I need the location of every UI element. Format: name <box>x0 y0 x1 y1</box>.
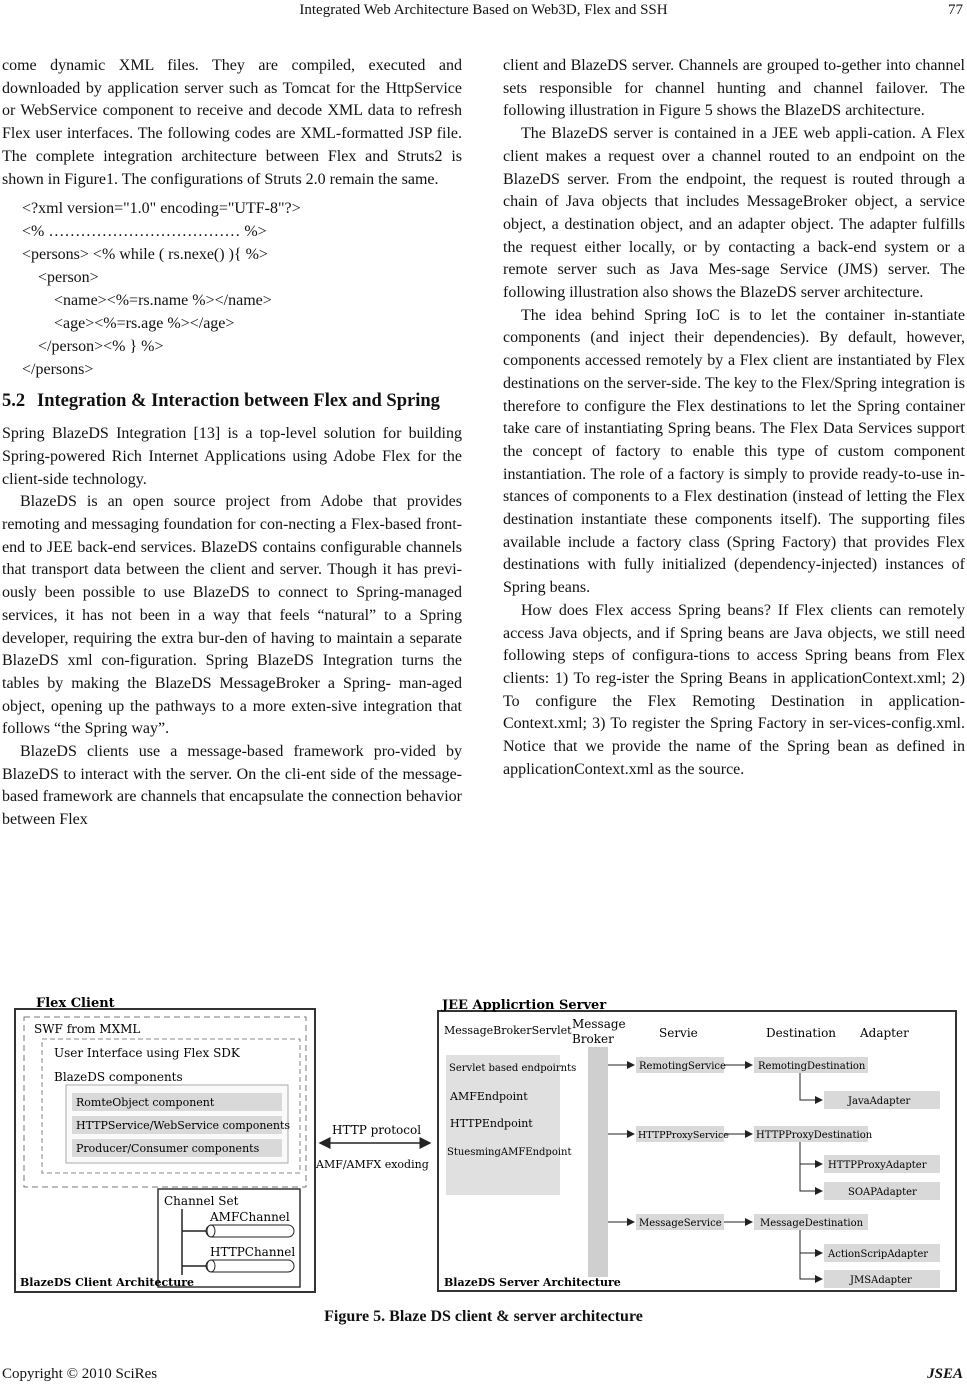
figure-5 <box>14 995 959 1297</box>
col-adapter: Adapter <box>860 1026 909 1040</box>
col-service: Servie <box>659 1026 698 1040</box>
paragraph: BlazeDS clients use a message-based framework pro-vided by BlazeDS to interact with the server. On the cli-ent side of the message-based framework are channels that encapsulate the connection behavior between Flex <box>2 743 462 829</box>
amf-channel-label: AMFChannel <box>210 1210 290 1224</box>
adapter-label: JavaAdapter <box>848 1096 911 1107</box>
code-line: <age><%=rs.age %></age> <box>22 315 235 333</box>
copyright: Copyright © 2010 SciRes <box>2 1366 158 1382</box>
figure-caption: Figure 5. Blaze DS client & server architecture <box>324 1308 643 1325</box>
paragraph: The BlazeDS server is contained in a JEE web appli-cation. A Flex client makes a request over a channel routed to an endpoint on the BlazeDS server. From the endpoint, the request is routed through a chain of Java objects that includes MessageBroker object, a service object, a destination object, and an adapter object. The adapter fulfills the request either locally, or by contacting a back-end system or a remote server such as Java Mes-sage Service (JMS) server. The following illustration also shows the BlazeDS server architecture. <box>503 125 965 302</box>
ui-label: User Interface using Flex SDK <box>54 1046 240 1060</box>
paragraph: client and BlazeDS server. Channels are grouped to-gether into channel sets responsible for channel hunting and channel failover. The following illustration in Figure 5 shows the BlazeDS architecture. <box>503 57 965 120</box>
adapter-connector <box>800 1073 822 1100</box>
endpoint-label: StuesmingAMFEndpoint <box>447 1147 572 1158</box>
section-title: Integration & Interaction between Flex and Spring <box>37 391 440 412</box>
left-column <box>2 55 462 832</box>
destination-label: HTTPProxyDestination <box>756 1130 873 1141</box>
page-number: 77 <box>948 2 963 18</box>
adapter-label: JMSAdapter <box>850 1275 912 1286</box>
endpoints-title: Servlet based endpoirnts <box>449 1063 577 1074</box>
server-title: JEE Applicrtion Server <box>442 998 607 1013</box>
service-label: MessageService <box>639 1218 722 1229</box>
section-heading <box>2 389 462 413</box>
running-title: Integrated Web Architecture Based on Web3D, Flex and SSH <box>299 2 668 18</box>
paragraph: Spring BlazeDS Integration [13] is a top-level solution for building Spring-powered Rich Internet Applications using Adobe Flex for the client-side technology. <box>2 425 462 488</box>
message-broker-bar <box>588 1047 608 1277</box>
code-line: <person> <box>22 269 99 287</box>
code-line: <name><%=rs.name %></name> <box>22 292 272 310</box>
destination-label: MessageDestination <box>760 1218 864 1229</box>
paragraph: BlazeDS is an open source project from Adobe that provides remoting and messaging foundation for con-necting a Flex-based front-end to JEE back-end services. BlazeDS contains configurable channels that transport data between the client and server. Though it has previ-ously been possible to use BlazeDS to connect to Spring-managed services, it has not been in a way that feels “natural” to a Spring developer, requiring the extra bur-den of having to maintain a separate BlazeDS xml con-figuration. Spring BlazeDS Integration turns the tables by making the BlazeDS MessageBroker a Spring- man-aged object, opening up the pathways to a more exten-sive integration that follows “the Spring way”. <box>2 493 462 738</box>
http-channel-label: HTTPChannel <box>210 1245 296 1259</box>
code-line: <persons> <% while ( rs.nexe() ){ %> <box>22 246 268 264</box>
endpoint-label: AMFEndpoint <box>450 1090 528 1103</box>
adapter-label: ActionScripAdapter <box>828 1249 929 1260</box>
adapter-label: HTTPProxyAdapter <box>828 1160 927 1171</box>
pipe-end <box>207 1260 215 1272</box>
encoding-label: AMF/AMFX exoding <box>316 1158 429 1171</box>
adapter-label: SOAPAdapter <box>848 1187 917 1198</box>
code-line: </person><% } %> <box>22 338 164 356</box>
paragraph: come dynamic XML files. They are compiled, executed and downloaded by application server such as Tomcat for the HttpService or WebService component to receive and decode XML data to refresh Flex user interfaces. The following codes are XML-formatted JSP file. The complete integration architecture between Flex and Struts2 is shown in Figure1. The configurations of Struts 2.0 remain the same. <box>2 57 462 188</box>
protocol-label: HTTP protocol <box>332 1123 422 1137</box>
paragraph: How does Flex access Spring beans? If Flex clients can remotely access Java objects, and if Spring beans are Java objects, we still need following steps of configura-tions to access Spring beans from Flex clients: 1) To reg-ister the Spring Beans in applicationContext.xml; 2) To configure the Flex Remoting Destination in application-Context.xml; 3) To register the Spring Factory in ser-vices-config.xml. Notice that we provide the name of the Spring bean as defined in applicationContext.xml as the source. <box>503 601 965 778</box>
page-footer <box>0 1366 967 1386</box>
amf-channel-pipe <box>206 1225 294 1237</box>
destination-label: RemotingDestination <box>758 1061 866 1072</box>
client-title: Flex Client <box>36 996 115 1011</box>
paragraph: The idea behind Spring IoC is to let the container in-stantiate components (and inject their dependencies). By default, however, components accessed remotely by a Flex client are instantiated by Flex destinations on the server-side. The key to the Flex/Spring integration is therefore to configure the Flex destinations to let the Spring container take care of instantiating Spring beans. The Flex Data Services support the concept of factory to enable this type of custom component instantiation. The role of a factory is simply to provide ready-to-use in-stances of components to a Flex destination (instead of letting the Flex destination instantiate these components itself). The supporting files available include a factory class (Spring Factory) that provides Flex destinations with fully initialized (dependency-injected) instances of Spring beans. <box>503 306 965 597</box>
adapter-connector <box>800 1142 822 1191</box>
adapter-connector <box>800 1230 822 1279</box>
service-label: RemotingService <box>639 1061 726 1072</box>
code-line: <?xml version="1.0" encoding="UTF-8"?> <box>22 200 301 218</box>
section-number: 5.2 <box>2 391 26 412</box>
service-label: HTTPProxyService <box>638 1130 729 1141</box>
code-line: <% ……………………………… %> <box>22 223 267 241</box>
component-label: RomteObject component <box>76 1096 215 1109</box>
code-line: </persons> <box>22 361 94 379</box>
code-listing <box>22 197 462 381</box>
journal-name: JSEA <box>927 1366 963 1382</box>
broker-label-2: Broker <box>572 1032 614 1046</box>
right-column <box>503 55 965 782</box>
blazeds-components-label: BlazeDS components <box>54 1070 183 1084</box>
endpoint-label: HTTPEndpoint <box>450 1117 533 1130</box>
architecture-diagram <box>14 995 959 1297</box>
component-label: HTTPService/WebService components <box>76 1119 291 1132</box>
http-channel-pipe <box>206 1260 294 1272</box>
channel-set-label: Channel Set <box>164 1194 239 1208</box>
swf-label: SWF from MXML <box>34 1022 141 1036</box>
pipe-end <box>207 1225 215 1237</box>
component-label: Producer/Consumer components <box>76 1142 260 1155</box>
page-header <box>0 2 967 24</box>
server-footer-label: BlazeDS Server Architecture <box>444 1276 621 1289</box>
client-footer-label: BlazeDS Client Architecture <box>20 1276 195 1289</box>
servlet-label: MessageBrokerServlet <box>444 1024 572 1037</box>
col-destination: Destination <box>766 1026 837 1040</box>
broker-label-1: Message <box>572 1017 626 1031</box>
